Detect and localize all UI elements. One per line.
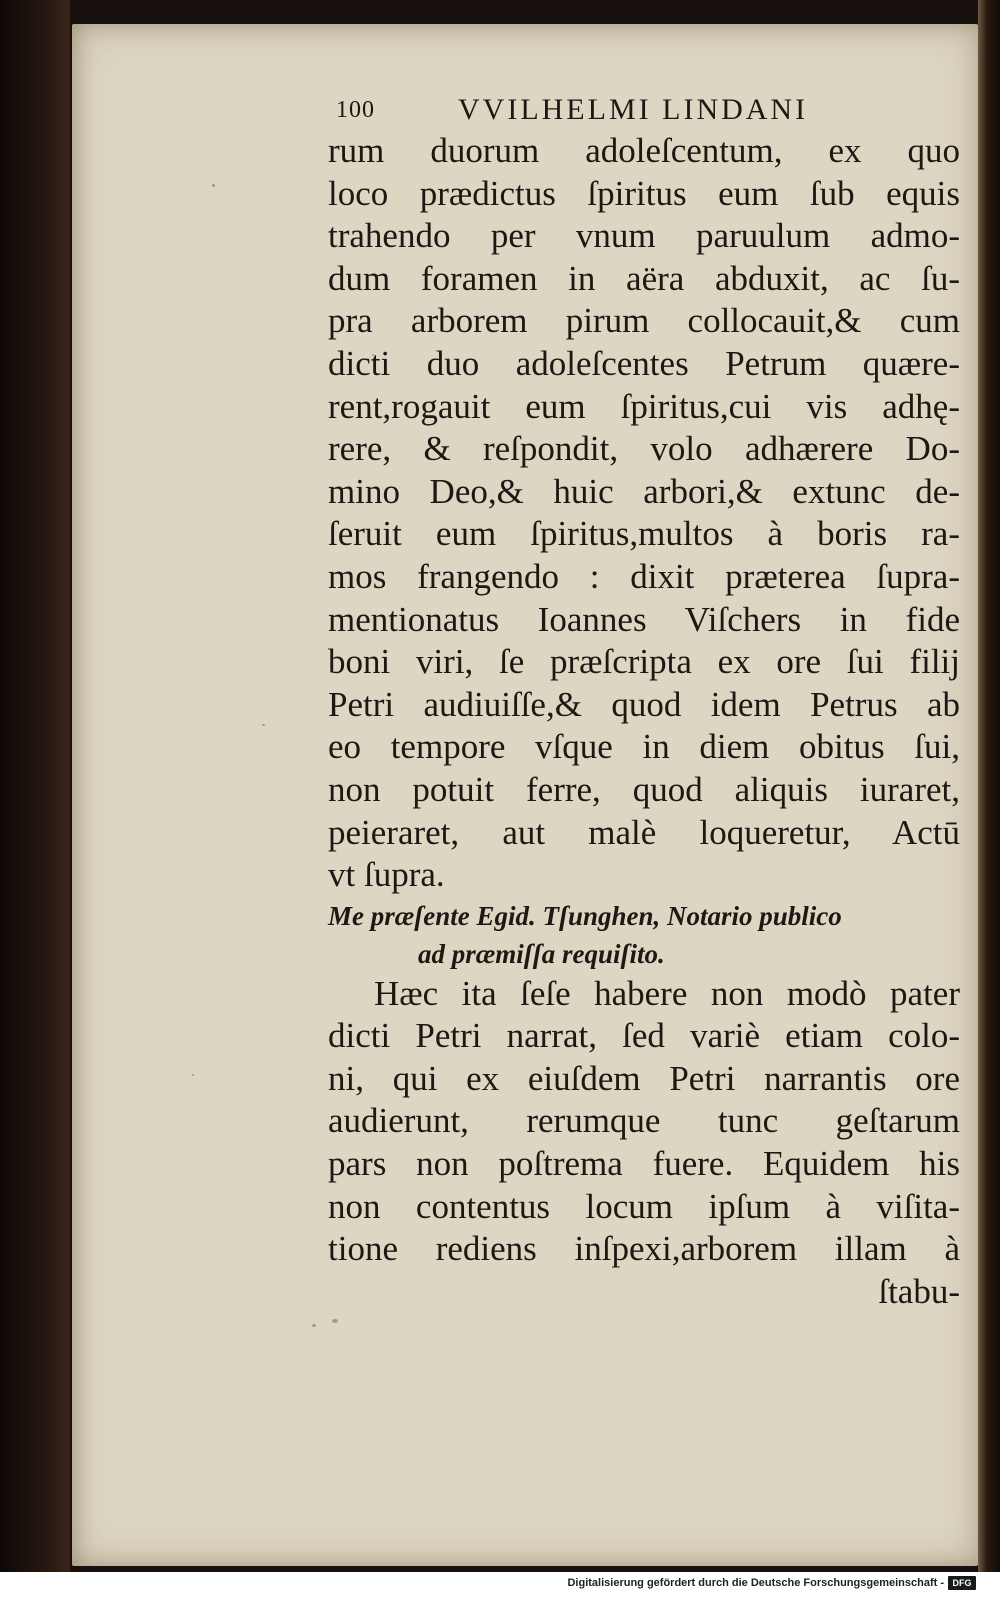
paragraph-line: ni, qui ex eiuſdem Petri narrantis ore <box>328 1058 960 1098</box>
running-head-title: VVILHELMI LINDANI <box>458 93 809 126</box>
body-line: non potuit ferre, quod aliquis iuraret, <box>328 769 960 809</box>
body-text <box>328 130 968 897</box>
body-line: dum foramen in aëra abduxit, ac ſu- <box>328 258 960 298</box>
funding-credit: Digitalisierung gefördert durch die Deutsche Forschungsgemeinschaft - <box>567 1577 944 1589</box>
body-line: boni viri, ſe præſcripta ex ore ſui filij <box>328 642 960 682</box>
paragraph-line: pars non poſtrema fuere. Equidem his <box>328 1144 960 1184</box>
body-line: peieraret, aut malè loqueretur, Actū <box>328 812 960 852</box>
paragraph-line: tione rediens inſpexi,arborem illam à <box>328 1229 960 1269</box>
body-line: mos frangendo : dixit præterea ſupra- <box>328 556 960 596</box>
body-line: ſeruit eum ſpiritus,multos à boris ra- <box>328 514 960 554</box>
body-line: eo tempore vſque in diem obitus ſui, <box>328 727 960 767</box>
body-line: loco prædictus ſpiritus eum ſub equis <box>328 173 960 213</box>
body-line: trahendo per vnum paruulum admo- <box>328 216 960 256</box>
body-line: rum duorum adoleſcentum, ex quo <box>328 131 960 170</box>
body-line: Petri audiuiſſe,& quod idem Petrus ab <box>328 684 960 724</box>
catchword: ſtabu- <box>878 1271 960 1311</box>
body-line: vt ſupra. <box>328 855 445 895</box>
page-number: 100 <box>336 97 375 123</box>
paragraph-line: non contentus locum ipſum à viſita- <box>328 1186 960 1226</box>
dfg-logo-icon: DFG <box>948 1576 976 1590</box>
book-right-edge <box>978 0 1000 1572</box>
running-head <box>328 90 968 130</box>
body-line: rent,rogauit eum ſpiritus,cui vis adhę- <box>328 386 960 426</box>
body-line: rere, & reſpondit, volo adhærere Do- <box>328 429 960 469</box>
notary-line: ad præmiſſa requiſito. <box>418 938 665 969</box>
paragraph-text <box>328 973 968 1271</box>
footer-bar <box>0 1572 1000 1597</box>
notary-line: Me præſente Egid. Tſunghen, Notario publico <box>328 900 842 931</box>
page-text-block <box>328 90 968 1313</box>
paragraph-line: Hæc ita ſeſe habere non modò pater <box>374 973 960 1013</box>
book-left-edge <box>0 0 70 1572</box>
paragraph-line: audierunt, rerumque tunc geſtarum <box>328 1101 960 1141</box>
notary-attestation <box>328 897 968 973</box>
body-line: dicti duo adoleſcentes Petrum quære- <box>328 343 960 383</box>
body-line: pra arborem pirum collocauit,& cum <box>328 301 960 341</box>
body-line: mentionatus Ioannes Viſchers in fide <box>328 599 960 639</box>
paragraph-line: dicti Petri narrat, ſed variè etiam colo- <box>328 1016 960 1056</box>
body-line: mino Deo,& huic arbori,& extunc de- <box>328 471 960 511</box>
